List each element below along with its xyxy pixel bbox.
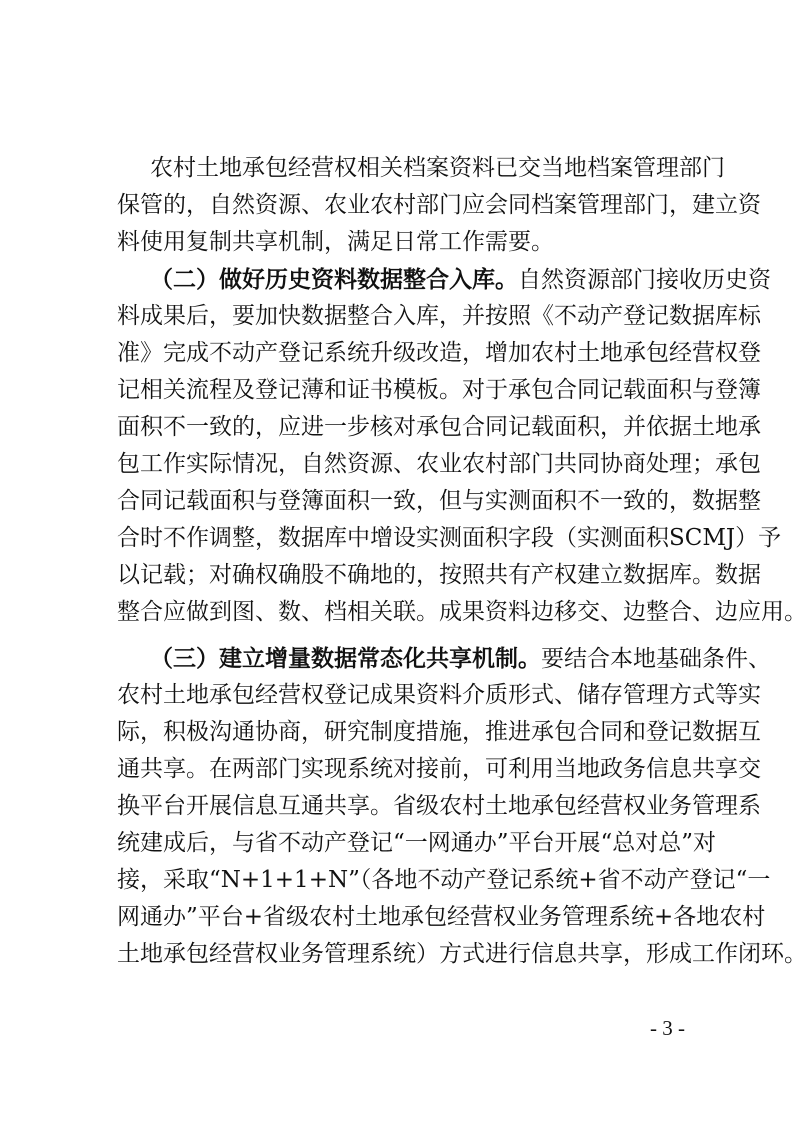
text-line: 料成果后，要加快数据整合入库，并按照《不动产登记数据库标 (117, 303, 761, 329)
text-line: 料使用复制共享机制，满足日常工作需要。 (117, 229, 554, 255)
text-line: 整合应做到图、数、档相关联。成果资料边移交、边整合、边应用。 (117, 599, 807, 625)
section-heading: （三）建立增量数据常态化共享机制。 (150, 645, 541, 672)
text-line: 包工作实际情况，自然资源、农业农村部门共同协商处理；承包 (117, 451, 761, 477)
text-run: 要结合本地基础条件、 (541, 646, 771, 672)
text-line: 际，积极沟通协商，研究制度措施，推进承包合同和登记数据互 (117, 719, 761, 745)
text-line: 以记载；对确权确股不确地的，按照共有产权建立数据库。数据 (117, 562, 761, 588)
page-number: - 3 - (650, 1016, 685, 1040)
section-heading: （二）做好历史资料数据整合入库。 (150, 266, 518, 293)
text-line: 土地承包经营权业务管理系统）方式进行信息共享，形成工作闭环。 (117, 941, 807, 967)
text-line: 网通办”平台+省级农村土地承包经营权业务管理系统+各地农村 (117, 904, 766, 930)
text-line: 农村土地承包经营权相关档案资料已交当地档案管理部门 (150, 155, 725, 181)
text-line (150, 640, 771, 677)
text-line: 换平台开展信息互通共享。省级农村土地承包经营权业务管理系 (117, 793, 761, 819)
text-line: 记相关流程及登记薄和证书模板。对于承包合同记载面积与登簿 (117, 377, 761, 403)
text-line: 保管的，自然资源、农业农村部门应会同档案管理部门，建立资 (117, 192, 761, 218)
text-line: 农村土地承包经营权登记成果资料介质形式、储存管理方式等实 (117, 682, 761, 708)
text-run: 自然资源部门接收历史资 (518, 267, 771, 293)
text-line: 通共享。在两部门实现系统对接前，可利用当地政务信息共享交 (117, 756, 761, 782)
text-line: 合同记载面积与登簿面积一致，但与实测面积不一致的，数据整 (117, 488, 761, 514)
text-line: 统建成后，与省不动产登记“一网通办”平台开展“总对总”对 (117, 830, 717, 856)
text-line: 面积不一致的，应进一步核对承包合同记载面积，并依据土地承 (117, 414, 761, 440)
text-line: 接，采取“N+1+1+N”（各地不动产登记系统+省不动产登记“一 (117, 867, 771, 893)
text-line (150, 261, 771, 298)
text-line: 合时不作调整，数据库中增设实测面积字段（实测面积SCMJ）予 (117, 525, 782, 551)
text-line: 准》完成不动产登记系统升级改造，增加农村土地承包经营权登 (117, 340, 761, 366)
